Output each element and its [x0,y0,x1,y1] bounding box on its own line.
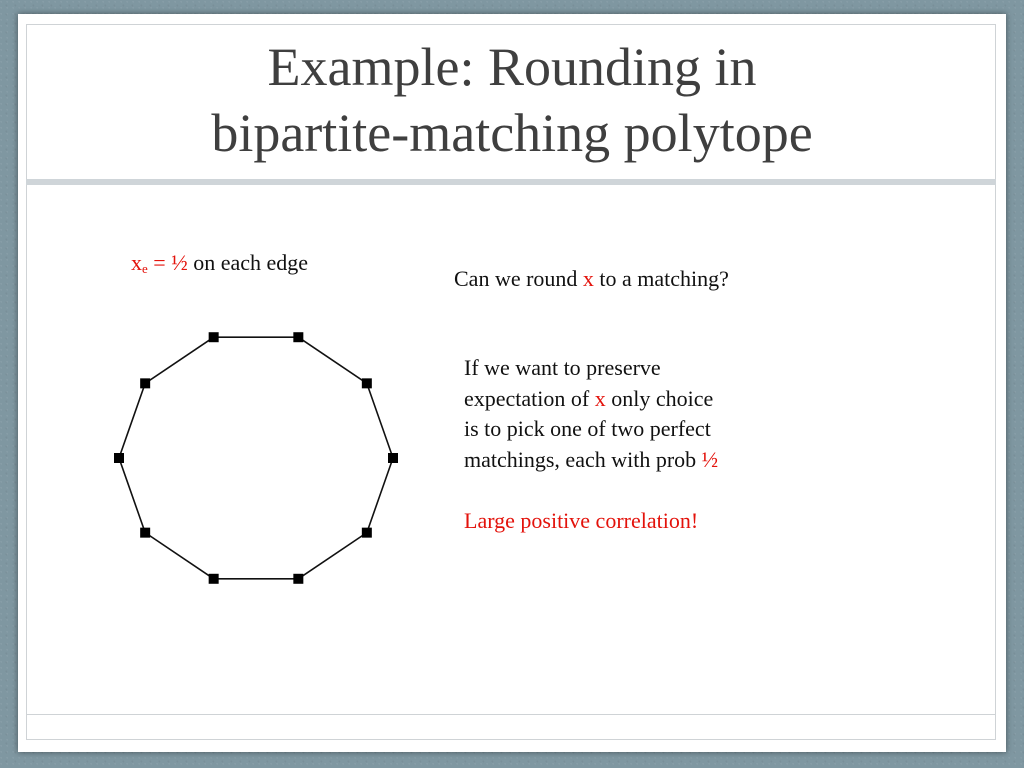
explanation-line-3: is to pick one of two perfect [464,416,711,441]
graph-vertex [362,378,372,388]
edge-variable: $x_e$ = ½ [131,250,188,276]
edge-value-caption [131,250,308,277]
graph-vertices [114,332,398,584]
graph-vertex [140,528,150,538]
graph-edge [119,458,145,533]
footer-divider [26,714,996,715]
slide [18,14,1006,752]
graph-edge [367,383,393,458]
conclusion-text: Large positive correlation! [464,508,699,533]
edge-caption-rest: on each edge [187,250,309,275]
title-divider [26,179,996,185]
graph-vertex [362,528,372,538]
explanation-variable: x [594,385,606,411]
cycle-graph [88,304,408,614]
graph-vertex [293,574,303,584]
title-line-1: Example: Rounding in [267,37,757,97]
graph-vertex [293,332,303,342]
slide-title [18,34,1006,166]
title-line-2: bipartite-matching polytope [211,103,813,163]
explanation-half: ½ [701,446,719,472]
explanation-line-4: matchings, each with prob ½ [464,446,719,472]
graph-vertex [209,574,219,584]
rounding-question: Can we round x to a matching? [454,266,729,291]
graph-edge [298,337,367,383]
explanation-line-2: expectation of x only choice [464,385,714,411]
edge-value: = ½ [147,250,188,275]
explanation-paragraph [464,353,794,475]
graph-vertex [114,453,124,463]
graph-vertex [209,332,219,342]
graph-edge [145,337,214,383]
explanation-line-1: If we want to preserve [464,355,661,380]
graph-vertex [388,453,398,463]
edge-variable-subscript: e [142,261,148,276]
graph-edge [119,383,145,458]
graph-vertex [140,378,150,388]
graph-edges [119,337,393,579]
question-variable: x [582,266,594,291]
graph-edge [298,533,367,579]
graph-edge [145,533,214,579]
graph-edge [367,458,393,533]
